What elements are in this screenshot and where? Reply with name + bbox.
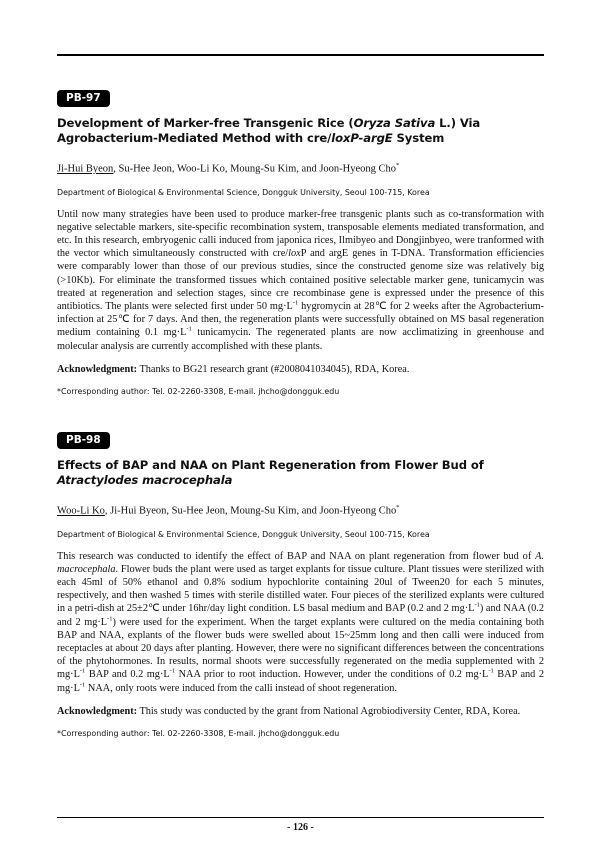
bottom-rule [57,817,544,818]
first-author: Woo-Li Ko [57,505,105,517]
abstract-id-badge: PB-97 [57,90,110,107]
affiliation: Department of Biological & Environmental Science, Dongguk University, Seoul 100-715, Korea [57,529,430,539]
first-author: Ji-Hui Byeon [57,163,114,175]
author-list: Ji-Hui Byeon, Su-Hee Jeon, Woo-Li Ko, Moung-Su Kim, and Joon-Hyeong Cho* [57,162,400,175]
corresponding-author: *Corresponding author: Tel. 02-2260-3308, E-mail. jhcho@dongguk.edu [57,728,340,738]
corresponding-author: *Corresponding author: Tel. 02-2260-3308, E-mail. jhcho@dongguk.edu [57,386,340,396]
abstract-body: This research was conducted to identify the effect of BAP and NAA on plant regeneration from flower bud of A. macrocephala. Flower buds the plant were used as target explants for tissue culture. Plant tissues were sterilized with each 45ml of 50% ethanol and 0.8% sodium hypochlorite containing 20ul of Tween20 for each 5 minutes, respectively, and then washed 5 times with sterile distilled water. Four pieces of the sterilized explants were cultured in a petri-dish at 25±2℃ under 16hr/day light condition. LS basal medium and BAP (0.2 and 2 $mg\cdot L^{-1}$) and NAA (0.2 and 2 $mg\cdot L^{-1}$) were used for the experiment. When the target explants were cultured on the media containing both BAP and NAA, explants of the flower buds were swelled about 15~25mm long and then calli were induced from receptacles at about 20 days after planting. However, there were no significant differences between the concentrations of the phytohormones. In results, normal shoots were successfully regenerated on the media supplemented with 2 $mg\cdot L^{-1}$ BAP and 0.2 $mg\cdot L^{-1}$ NAA prior to root induction. However, under the conditions of 0.2 $mg\cdot L^{-1}$ BAP and 2 $mg\cdot L^{-1}$ NAA, only roots were induced from the calli instead of shoot regeneration. [57,550,544,694]
author-list: Woo-Li Ko, Ji-Hui Byeon, Su-Hee Jeon, Moung-Su Kim, and Joon-Hyeong Cho* [57,504,400,517]
acknowledgment: Acknowledgment: Thanks to BG21 research grant (#2008041034045), RDA, Korea. [57,363,410,375]
abstract-pb97 [57,88,544,397]
top-rule [57,54,544,56]
acknowledgment: Acknowledgment: This study was conducted by the grant from National Agrobiodiversity Center, RDA, Korea. [57,705,521,717]
affiliation: Department of Biological & Environmental Science, Dongguk University, Seoul 100-715, Korea [57,187,430,197]
abstract-body: Until now many strategies have been used to produce marker-free transgenic plants such as co-transformation with negative selectable markers, site-specific recombination system, transposable elements mediated transformation, and etc. In this research, embryogenic calli induced from japonica rices, Ilmibyeo and Dongjinbyeo, were tranformed with the vector which simultaneously constructed with cre/loxP and argE genes in T-DNA. Transformation efficiencies were comparably lower than those of our previous studies, since the constructed genome size was relatively big (>10Kb). For eliminate the transformed tissues which contained positive selectable marker gene, tunicamycin was treated at regeneration and selection stages, since cre recombinase gene is expressed under the presence of this antibiotics. The plants were selected first under 50 $mg\cdot L^{-1}$ hygromycin at 28℃ for 2 weeks after the Agrobacterium-infection at 25℃ for 7 days. And then, the regeneration plants were successfully obtained on MS basal regeneration medium containing 0.1 $mg\cdot L^{-1}$ tunicamycin. The regenerated plants are now acclimatizing in greenhouse and molecular analysis are currently accomplished with these plants. [57,208,544,352]
page-number: - 126 - [287,822,314,833]
abstract-pb98 [57,430,544,739]
abstract-id-badge: PB-98 [57,432,110,449]
abstract-title: Development of Marker-free Transgenic Rice (Oryza Sativa L.) Via Agrobacterium-Mediated Method with cre/loxP-argE System [57,116,481,145]
abstract-title: Effects of BAP and NAA on Plant Regeneration from Flower Bud of Atractylodes macrocephala [57,458,484,487]
